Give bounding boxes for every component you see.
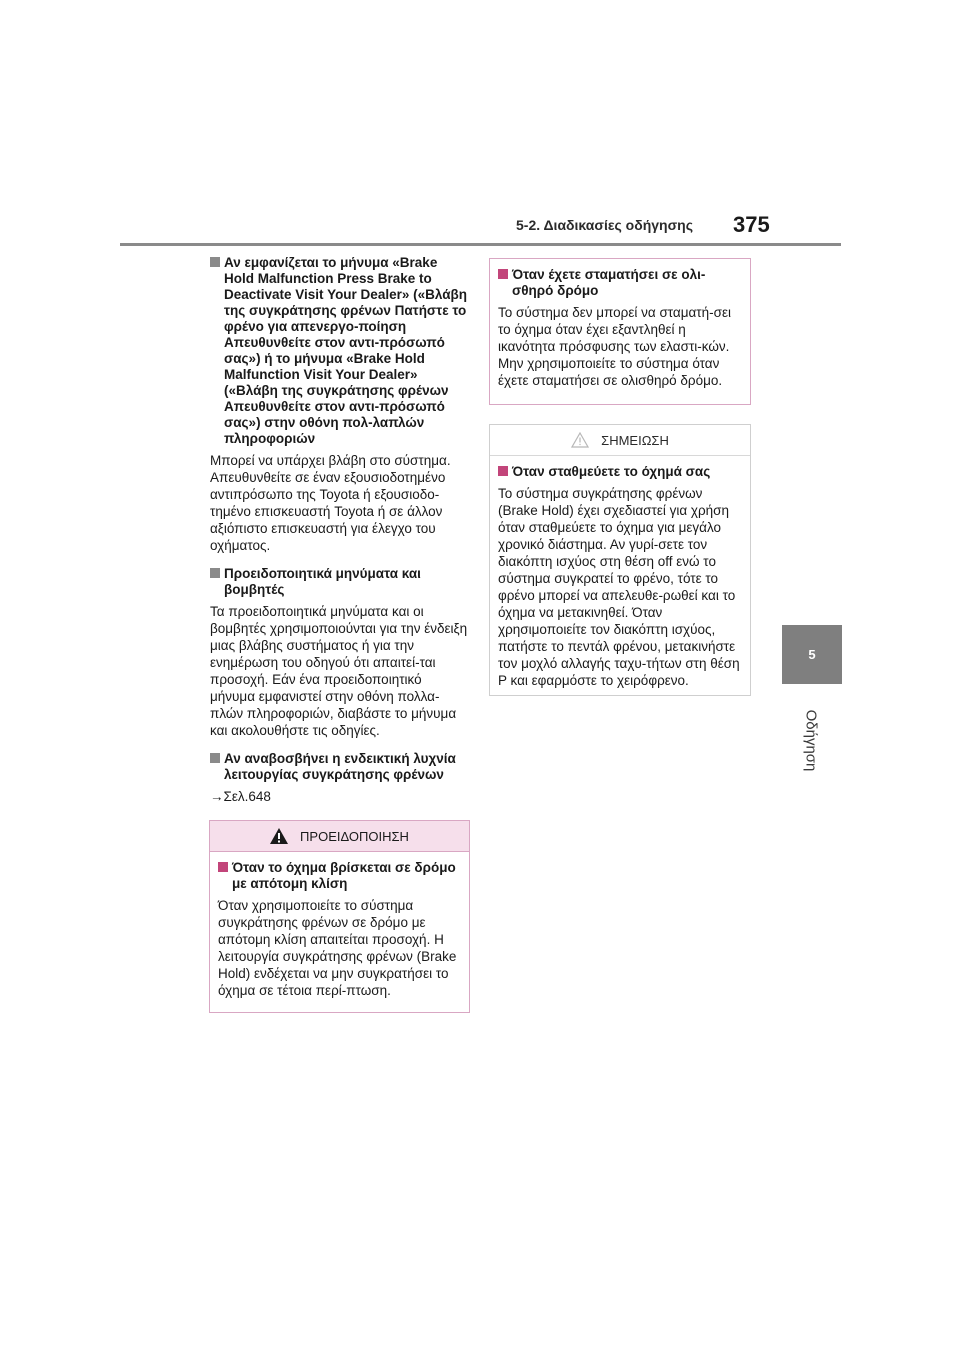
- section-heading: [210, 566, 468, 598]
- warning-title: ΠΡΟΕΙΔΟΠΟΙΗΣΗ: [300, 828, 409, 844]
- bullet-square-icon: [210, 753, 220, 763]
- bullet-square-icon: [498, 466, 508, 476]
- paragraph: Μπορεί να υπάρχει βλάβη στο σύστημα. Απευθυνθείτε σε έναν εξουσιοδοτημένο αντιπρόσωπο της Toyota ή εξουσιοδο-τημένο επισκευαστή Toyota ή σε άλλον αξιόπιστο επισκευαστή για έλεγχο του οχήματος.: [210, 453, 451, 553]
- heading-text: Όταν το όχημα βρίσκεται σε δρόμο με απότομη κλίση: [232, 860, 456, 891]
- bullet-square-icon: [210, 568, 220, 578]
- heading-text: Αν εμφανίζεται το μήνυμα «Brake Hold Malfunction Press Brake to Deactivate Visit Your Dealer» («Βλάβη της συγκράτησης φρένων Πατήστε το φρένο για απενεργο-ποίηση Απευθυνθείτε στον αντι-πρόσωπό σας») ή το μήνυμα «Brake Hold Malfunction Visit Your Dealer» («Βλάβη της συγκράτησης φρένων Απευθυνθείτε στον αντι-πρόσωπό σας») στην οθόνη πολ-λαπλών πληροφοριών: [224, 255, 467, 446]
- bullet-square-icon: [218, 862, 228, 872]
- header-divider: [120, 243, 841, 246]
- caution-triangle-outline-icon: [571, 432, 589, 448]
- info-heading: [498, 267, 742, 299]
- notice-text: Το σύστημα συγκράτησης φρένων (Brake Hold) έχει σχεδιαστεί για χρήση όταν σταθμεύετε το όχημα για μεγάλο χρονικό διάστημα. Αν γυρί-σετε τον διακόπτη ισχύος στη θέση off ενώ το σύστημα συγκρατεί το φρένο, τότε το φρένο μπορεί να απελευθε-ρωθεί και το όχημα να μετακινηθεί. Όταν χρησιμοποιείτε τον διακόπτη ισχύος, πατήστε το πεντάλ φρένου, μετακινήστε τον μοχλό αλλαγής ταχυ-τήτων στη θέση P και εφαρμόστε το χειρόφρενο.: [498, 486, 740, 688]
- notice-box-header: [490, 425, 750, 456]
- warning-box-header: [210, 821, 469, 852]
- warning-triangle-icon: [270, 828, 288, 844]
- warning-text: Όταν χρησιμοποιείτε το σύστημα συγκράτησης φρένων σε δρόμο με απότομη κλίση απαιτείται προσοχή. Η λειτουργία συγκράτησης φρένων (Brake Hold) ενδέχεται να μην συγκρατήσει το όχημα σε τέτοια περί-πτωση.: [218, 898, 457, 998]
- page-number: 375: [733, 212, 770, 237]
- left-column: [210, 255, 468, 805]
- section-heading: [210, 255, 468, 447]
- warning-box: [209, 820, 470, 1013]
- heading-text: Όταν σταθμεύετε το όχημά σας: [512, 464, 711, 479]
- section-heading: [210, 751, 468, 783]
- notice-heading: [498, 464, 742, 480]
- info-text: Το σύστημα δεν μπορεί να σταματή-σει το όχημα όταν έχει εξαντληθεί η ικανότητα πρόσφυσης των ελαστι-κών. Μην χρησιμοποιείτε το σύστημα όταν έχετε σταματήσει σε ολισθηρό δρόμο.: [498, 305, 731, 388]
- chapter-title: Οδήγηση: [802, 709, 820, 771]
- warning-heading: [218, 860, 461, 892]
- heading-text: Αν αναβοσβήνει η ενδεικτική λυχνία λειτουργίας συγκράτησης φρένων: [224, 751, 456, 782]
- section-title: 5-2. Διαδικασίες οδήγησης: [516, 217, 694, 233]
- chapter-number: 5: [808, 647, 816, 662]
- info-box: [489, 258, 751, 405]
- paragraph: Τα προειδοποιητικά μηνύματα και οι βομβητές χρησιμοποιούνται για την ένδειξη μιας βλάβης συστήματος ή για την ενημέρωση του οδηγού ότι απαιτεί-ται προσοχή. Εάν ένα προειδοποιητικό μήνυμα εμφανιστεί στην οθόνη πολλα-πλών πληροφοριών, διαβάστε το μήνυμα και ακολουθήστε τις οδηγίες.: [210, 604, 468, 738]
- notice-title: ΣΗΜΕΙΩΣΗ: [601, 432, 669, 448]
- bullet-square-icon: [498, 269, 508, 279]
- heading-text: Προειδοποιητικά μηνύματα και βομβητές: [224, 566, 421, 597]
- notice-box: [489, 424, 751, 696]
- chapter-tab: [782, 625, 842, 684]
- heading-text: Όταν έχετε σταματήσει σε ολι-σθηρό δρόμο: [512, 267, 706, 298]
- page-reference-link[interactable]: →Σελ.648: [210, 789, 271, 804]
- bullet-square-icon: [210, 257, 220, 267]
- chapter-label: [776, 700, 846, 780]
